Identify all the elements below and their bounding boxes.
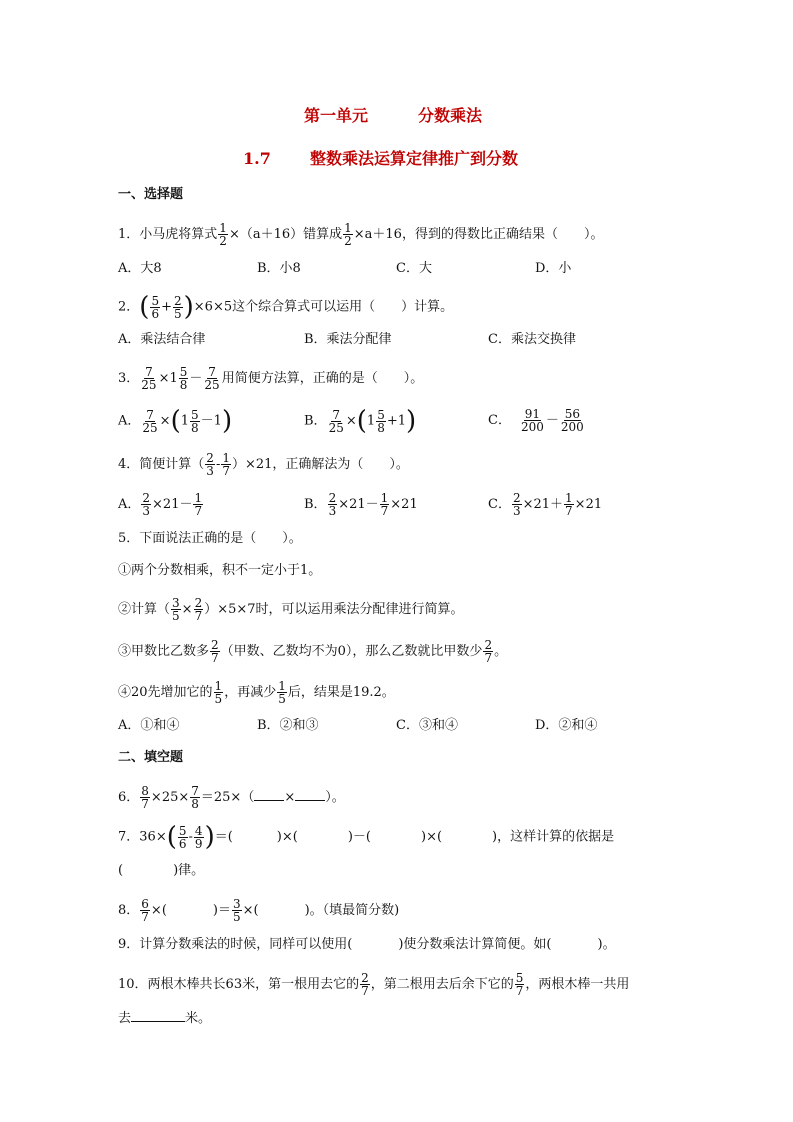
- option-3a: A． $\frac{7}{25}$ ×(1 $\frac{5}{8}$ －1): [118, 406, 233, 436]
- answer-blank[interactable]: [295, 800, 325, 801]
- question-text: ×（a＋16）错算成: [228, 227, 343, 242]
- answer-blank[interactable]: [254, 800, 284, 801]
- topic-title: 分数乘法: [418, 106, 483, 125]
- fraction: $\frac{7}{25}$: [141, 365, 157, 392]
- statement-2: ②计算（ $\frac{3}{5}$ × $\frac{2}{7}$ ）×5×7时，可以运用乘法分配律进行简算。: [118, 596, 464, 623]
- option-1c: C．大: [396, 261, 432, 276]
- option-5b: B．②和③: [257, 718, 319, 733]
- unit-title: 第一单元: [304, 106, 369, 125]
- question-text: ×a＋16，得到的得数比正确结果（ ）。: [353, 227, 604, 242]
- question-10-line2: 去 米。: [118, 1011, 212, 1026]
- fraction: $\frac{2}{5}$: [173, 293, 182, 321]
- question-2: 2．( $\frac{5}{6}$ + $\frac{2}{5}$ )×6×5这个综合算式可以运用（ ）计算。: [118, 292, 454, 322]
- option-1d: D．小: [535, 261, 572, 276]
- question-text: 小马虎将算式: [139, 227, 218, 242]
- question-5: 5．下面说法正确的是（ ）。: [118, 531, 302, 546]
- question-4: 4．简便计算（ $\frac{2}{3}$ - $\frac{1}{7}$ ）×21，正确解法为（ ）。: [118, 451, 409, 478]
- fraction: $\frac{7}{25}$: [204, 365, 220, 392]
- fraction: $\frac{1}{2}$: [344, 221, 352, 248]
- section-fill: 二、填空题: [118, 750, 184, 765]
- option-5d: D．②和④: [535, 718, 598, 733]
- lesson-title: 整数乘法运算定律推广到分数: [310, 149, 519, 168]
- question-3: 3． $\frac{7}{25}$ ×1 $\frac{5}{8}$ － $\frac{7}{25}$ 用简便方法算，正确的是（ ）。: [118, 365, 424, 392]
- statement-1: ①两个分数相乘，积不一定小于1。: [118, 563, 322, 578]
- fraction: $\frac{1}{2}$: [219, 221, 227, 248]
- option-5c: C．③和④: [396, 718, 458, 733]
- lesson-number: 1.7: [243, 149, 271, 168]
- question-number: 1．: [118, 227, 140, 242]
- option-2a: A．乘法结合律: [118, 332, 206, 347]
- option-4a: A． $\frac{2}{3}$ ×21－ $\frac{1}{7}$: [118, 491, 203, 518]
- question-text: ×6×5这个综合算式可以运用（ ）计算。: [193, 299, 454, 315]
- question-9: 9．计算分数乘法的时候，同样可以使用( )使分数乘法计算简便。如( )。: [118, 937, 616, 952]
- question-7-line2: ( )律。: [118, 863, 205, 878]
- answer-blank[interactable]: [131, 1021, 185, 1022]
- question-6: 6． $\frac{8}{7}$ ×25× $\frac{7}{8}$ ＝25×（ × ）。: [118, 784, 345, 811]
- option-2c: C．乘法交换律: [488, 332, 576, 347]
- option-3c: C． $\frac{91}{200}$ － $\frac{56}{200}$: [488, 407, 584, 434]
- question-text: 用简便方法算，正确的是（ ）。: [221, 371, 424, 386]
- option-5a: A．①和④: [118, 718, 180, 733]
- question-8: 8． $\frac{6}{7}$ ×( )＝ $\frac{3}{5}$ ×( )。（填最简分数): [118, 897, 400, 924]
- option-4b: B． $\frac{2}{3}$ ×21－ $\frac{1}{7}$ ×21: [304, 491, 418, 518]
- statement-3: ③甲数比乙数多 $\frac{2}{7}$ （甲数、乙数均不为0），那么乙数就比甲数少 $\frac{2}{7}$ 。: [118, 638, 508, 665]
- question-10: 10．两根木棒共长63米，第一根用去它的 $\frac{2}{7}$ ，第二根用去后余下它的 $\frac{5}{7}$ ，两根木棒一共用: [118, 971, 630, 998]
- option-4c: C． $\frac{2}{3}$ ×21＋ $\frac{1}{7}$ ×21: [488, 491, 603, 518]
- question-1: [118, 222, 603, 247]
- option-3b: B． $\frac{7}{25}$ ×(1 $\frac{5}{8}$ +1): [304, 406, 417, 436]
- question-7: 7．36×( $\frac{5}{6}$ - $\frac{4}{9}$ )＝( )×( )－( )×( )，这样计算的依据是: [118, 822, 615, 852]
- section-choice: 一、选择题: [118, 187, 184, 202]
- option-1b: B．小8: [257, 261, 301, 276]
- option-1a: A．大8: [118, 261, 162, 276]
- fraction: $\frac{5}{6}$: [151, 293, 160, 321]
- statement-4: ④20先增加它的 $\frac{1}{5}$ ，再减少 $\frac{1}{5}$ 后，结果是19.2。: [118, 679, 395, 706]
- option-2b: B．乘法分配律: [304, 332, 392, 347]
- fraction: $\frac{5}{8}$: [179, 365, 188, 392]
